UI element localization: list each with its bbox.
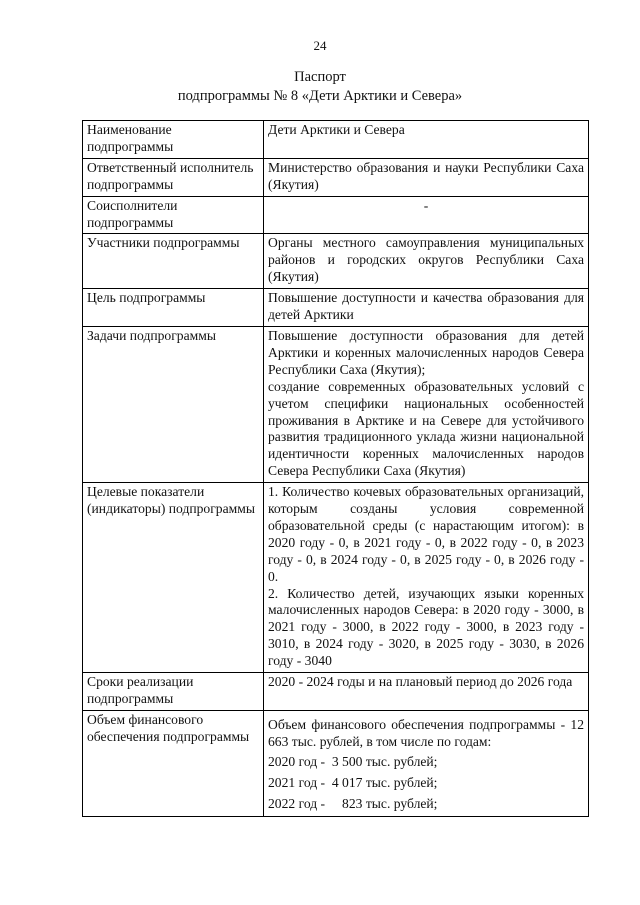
row-tasks-label: Задачи подпрограммы: [83, 326, 264, 482]
row-coexecutors-value: -: [264, 196, 589, 234]
financing-2020: 2020 год - 3 500 тыс. рублей;: [268, 753, 438, 769]
row-participants-label: Участники подпрограммы: [83, 234, 264, 289]
financing-2022: 2022 год - 823 тыс. рублей;: [268, 795, 438, 811]
row-tasks: [83, 326, 589, 482]
row-financing-label: Объем финансового обеспечения подпрограммы: [83, 710, 264, 816]
indicator-1: 1. Количество кочевых образовательных организаций, которым созданы условия современной образовательной среды (с нарастающим итогом): в 2020 году - 0, в 2021 году - 0, в 2022 году - 0, в 2023 году - 0, в 2024 году - 0, в 2025 году - 0, в 2026 году - 0.: [268, 484, 584, 584]
row-goal: [83, 289, 589, 327]
row-terms-value: 2020 - 2024 годы и на плановый период до 2026 года: [264, 673, 589, 711]
row-goal-value: Повышение доступности и качества образования для детей Арктики: [264, 289, 589, 327]
row-terms-label: Сроки реализации подпрограммы: [83, 673, 264, 711]
row-participants: [83, 234, 589, 289]
financing-intro: Объем финансового обеспечения подпрограммы - 12 663 тыс. рублей, в том числе по годам:: [268, 716, 584, 749]
row-name-value: Дети Арктики и Севера: [264, 121, 589, 159]
row-responsible-value: Министерство образования и науки Республики Саха (Якутия): [264, 158, 589, 196]
row-goal-label: Цель подпрограммы: [83, 289, 264, 327]
indicator-2: 2. Количество детей, изучающих языки коренных малочисленных народов Севера: в 2020 году - 3000, в 2021 году - 3000, в 2022 году - 3000, в 2023 году - 3010, в 2024 году - 3020, в 2025 году - 3030, в 2026 году - 3040: [268, 585, 584, 669]
financing-2021: 2021 год - 4 017 тыс. рублей;: [268, 774, 438, 790]
row-tasks-value: [264, 326, 589, 482]
row-financing-value: [264, 710, 589, 816]
row-indicators: [83, 483, 589, 673]
passport-table: [82, 120, 589, 817]
document-title: [0, 68, 640, 106]
row-responsible-label: Ответственный исполнитель подпрограммы: [83, 158, 264, 196]
row-financing: [83, 710, 589, 816]
row-responsible: [83, 158, 589, 196]
row-indicators-label: Целевые показатели (индикаторы) подпрограммы: [83, 483, 264, 673]
title-line-1: Паспорт: [294, 69, 346, 85]
row-name: [83, 121, 589, 159]
page-number: 24: [313, 38, 327, 53]
row-terms: [83, 673, 589, 711]
row-participants-value: Органы местного самоуправления муниципальных районов и городских округов Республики Саха (Якутия): [264, 234, 589, 289]
row-name-label: Наименование подпрограммы: [83, 121, 264, 159]
row-coexecutors: [83, 196, 589, 234]
tasks-paragraph-2: создание современных образовательных условий с учетом специфики национальных особенностей проживания в Арктике и на Севере для устойчивого развития традиционного уклада жизни национальной идентичности коренных малочисленных народов Севера Республики Саха (Якутия): [268, 378, 584, 479]
tasks-paragraph-1: Повышение доступности образования для детей Арктики и коренных малочисленных народов Севера Республики Саха (Якутия);: [268, 327, 584, 377]
title-line-2: подпрограммы № 8 «Дети Арктики и Севера»: [177, 88, 463, 104]
row-coexecutors-label: Соисполнители подпрограммы: [83, 196, 264, 234]
row-indicators-value: [264, 483, 589, 673]
